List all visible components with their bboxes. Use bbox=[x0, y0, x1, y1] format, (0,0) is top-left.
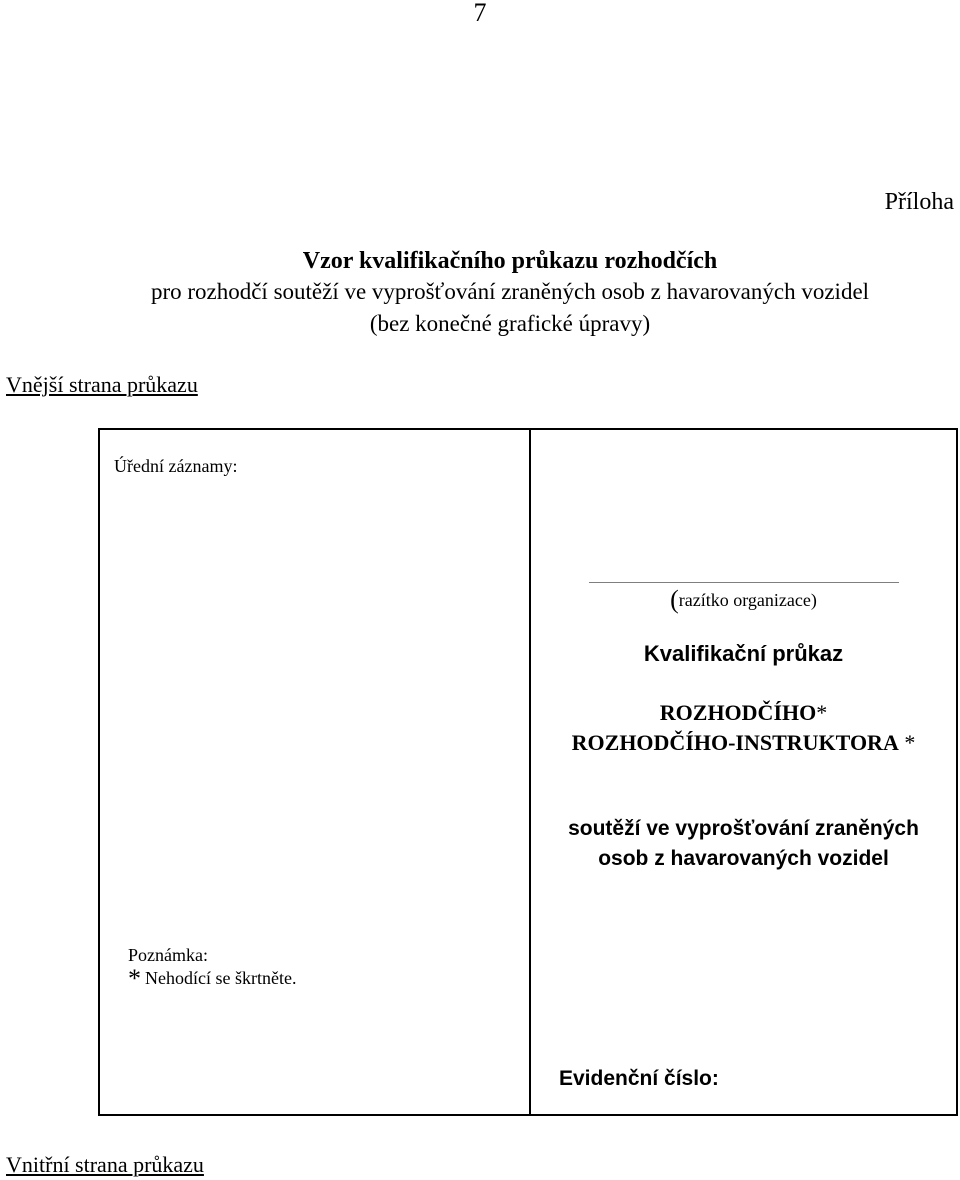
note-text bbox=[128, 966, 296, 991]
official-records-label: Úřední záznamy: bbox=[114, 456, 238, 476]
note-label: Poznámka: bbox=[128, 945, 208, 965]
stamp-label bbox=[531, 585, 956, 614]
role-referee-text: ROZHODČÍHO bbox=[659, 700, 817, 725]
stamp-open-paren: ( bbox=[670, 585, 679, 614]
competition-line-1: soutěží ve vyprošťování zraněných bbox=[568, 817, 919, 840]
page-number: 7 bbox=[473, 0, 487, 27]
role-referee-asterisk: * bbox=[816, 700, 828, 725]
stamp-text: razítko organizace) bbox=[678, 590, 817, 610]
role-block bbox=[531, 698, 956, 758]
card-title: Kvalifikační průkaz bbox=[643, 641, 844, 666]
attachment-label: Příloha bbox=[884, 189, 954, 215]
outer-side-heading: Vnější strana průkazu bbox=[6, 372, 198, 397]
competition-line-2: osob z havarovaných vozidel bbox=[598, 847, 889, 870]
role-referee-instructor-text: ROZHODČÍHO-INSTRUKTORA bbox=[571, 730, 899, 755]
document-subtitle-note: (bez konečné grafické úpravy) bbox=[369, 311, 651, 336]
evidence-number-label: Evidenční číslo: bbox=[559, 1067, 719, 1090]
card-left-panel bbox=[100, 430, 529, 1114]
document-subtitle: pro rozhodčí soutěží ve vyprošťování zraněných osob z havarovaných vozidel bbox=[150, 279, 870, 304]
card-right-panel bbox=[531, 430, 956, 1114]
inner-side-heading: Vnitřní strana průkazu bbox=[6, 1152, 204, 1177]
document-title: Vzor kvalifikačního průkazu rozhodčích bbox=[302, 248, 718, 274]
document-title-block bbox=[60, 246, 960, 340]
id-card-outer-side bbox=[98, 428, 958, 1116]
role-referee bbox=[531, 698, 956, 728]
competition-description bbox=[531, 814, 956, 874]
role-referee-instructor bbox=[531, 728, 956, 758]
note-asterisk: * bbox=[128, 964, 141, 993]
stamp-signature-line bbox=[589, 582, 899, 583]
role-referee-instructor-asterisk: * bbox=[898, 730, 916, 755]
note-text-content: Nehodící se škrtněte. bbox=[145, 968, 297, 988]
